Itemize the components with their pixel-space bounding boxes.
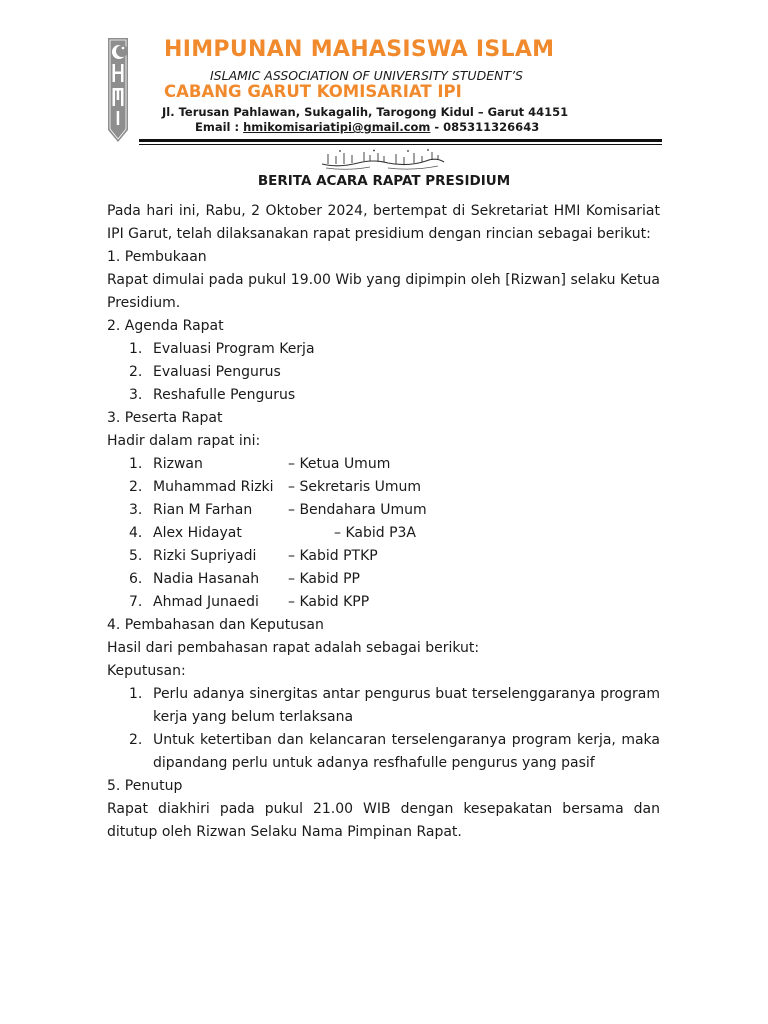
list-number: 3. [129,387,143,403]
decision-label: Keputusan: [107,663,186,679]
attendee-name: Rizki Supriyadi [153,548,257,564]
intro-paragraph: Pada hari ini, Rabu, 2 Oktober 2024, bertempat di Sekretariat HMI Komisariat IPI Garut, telah dilaksanakan rapat presidium dengan rincian sebagai berikut: [107,203,660,242]
decision-list [107,683,660,775]
attendee-name: Ahmad Junaedi [153,594,259,610]
phone-separator: - [430,120,444,134]
letterhead-rule-thick [139,139,662,142]
list-number: 3. [129,502,143,518]
letterhead-rule-thin [139,144,662,145]
list-item [107,384,660,407]
list-number: 2. [129,364,143,380]
attendee-row [107,522,660,545]
organization-name: HIMPUNAN MAHASISWA ISLAM [164,37,555,62]
attendee-role: – Kabid PP [288,571,360,587]
attendee-name: Muhammad Rizki [153,479,274,495]
attendee-role: – Sekretaris Umum [288,479,421,495]
attendee-role: – Ketua Umum [288,456,391,472]
organization-name-english: ISLAMIC ASSOCIATION OF UNIVERSITY STUDENT’S [210,68,523,83]
list-item [107,361,660,384]
agenda-item-text: Evaluasi Pengurus [153,364,281,380]
attendee-row [107,568,660,591]
agenda-item-text: Evaluasi Program Kerja [153,341,315,357]
list-number: 2. [129,732,143,748]
attendee-row [107,499,660,522]
attendee-row [107,476,660,499]
list-item [107,729,660,775]
attendee-row [107,591,660,614]
hmi-logo [105,38,131,142]
list-number: 6. [129,571,143,587]
opening-paragraph: Rapat dimulai pada pukul 19.00 Wib yang dipimpin oleh [Rizwan] selaku Ketua Presidium. [107,272,660,311]
section-heading-participants: 3. Peserta Rapat [107,410,223,426]
discussion-intro: Hasil dari pembahasan rapat adalah sebagai berikut: [107,640,480,656]
list-number: 4. [129,525,143,541]
section-heading-closing: 5. Penutup [107,778,183,794]
attendee-role: – Kabid P3A [334,525,417,541]
closing-paragraph: Rapat diakhiri pada pukul 21.00 WIB dengan kesepakatan bersama dan ditutup oleh Rizwan Selaku Nama Pimpinan Rapat. [107,801,660,840]
list-number: 7. [129,594,143,610]
list-item [107,683,660,729]
list-number: 1. [129,341,143,357]
email-label: Email : [195,120,244,134]
list-number: 2. [129,479,143,495]
branch-name: CABANG GARUT KOMISARIAT IPI [164,82,462,101]
list-number: 1. [129,456,143,472]
attendee-name: Nadia Hasanah [153,571,260,587]
document-body [107,200,660,844]
list-item [107,338,660,361]
attendee-role: – Kabid PTKP [288,548,378,564]
agenda-item-text: Reshafulle Pengurus [153,387,296,403]
attendee-row [107,545,660,568]
decision-text: Perlu adanya sinergitas antar pengurus buat terselenggaranya program kerja yang belum terlaksana [153,686,660,725]
attendee-role: – Kabid KPP [288,594,370,610]
document-title: BERITA ACARA RAPAT PRESIDIUM [257,173,511,189]
decision-text: Untuk ketertiban dan kelancaran terselengaranya program kerja, maka dipandang perlu untuk adanya resfhafulle pengurus yang pasif [153,732,660,771]
list-number: 5. [129,548,143,564]
attendee-list [107,453,660,614]
address: Jl. Terusan Pahlawan, Sukagalih, Tarogong Kidul – Garut 44151 [162,105,569,119]
attendee-name: Rizwan [153,456,203,472]
participants-intro: Hadir dalam rapat ini: [107,433,261,449]
bismillah-calligraphy [318,148,448,172]
attendee-row [107,453,660,476]
section-heading-discussion: 4. Pembahasan dan Keputusan [107,617,324,633]
email-link[interactable]: hmikomisariatipi@gmail.com [243,120,431,134]
list-number: 1. [129,686,143,702]
attendee-name: Alex Hidayat [153,525,242,541]
section-heading-opening: 1. Pembukaan [107,249,207,265]
attendee-name: Rian M Farhan [153,502,253,518]
phone-number: 085311326643 [443,120,540,134]
attendee-role: – Bendahara Umum [288,502,427,518]
agenda-list [107,338,660,407]
section-heading-agenda: 2. Agenda Rapat [107,318,224,334]
contact-line [195,120,539,134]
